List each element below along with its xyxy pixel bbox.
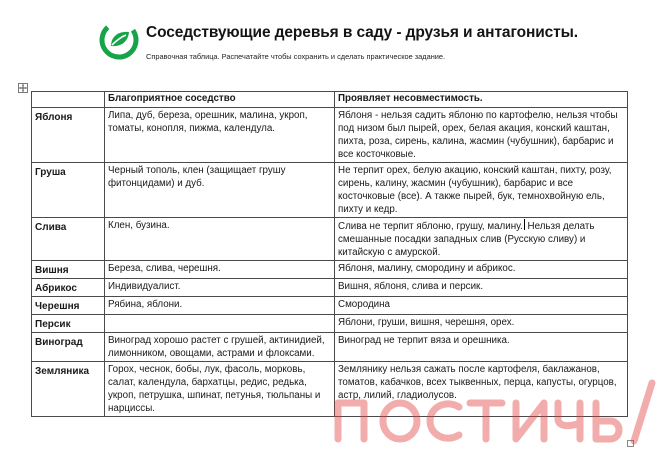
compatibility-table [31,91,628,417]
incompatible-cell: Виноград не терпит вяза и орешника. [335,333,628,362]
incompatible-text-part2: Нельзя делать смешанные посадки западных слив (Русскую сливу) и китайскую с амурской. [338,221,595,258]
table-row [32,362,628,417]
site-logo [99,20,139,60]
table-row [32,279,628,297]
tree-name: Земляника [32,362,105,417]
page-title: Соседствующие деревья в саду - друзья и антагонисты. [146,24,579,41]
tree-name: Вишня [32,261,105,279]
good-neighbors-cell: Липа, дуб, береза, орешник, малина, укроп, томаты, конопля, пижма, календула. [105,108,335,163]
good-neighbors-cell: Рябина, яблони. [105,297,335,315]
tree-name: Персик [32,315,105,333]
incompatible-cell: Яблони, груши, вишня, черешня, орех. [335,315,628,333]
table-row [32,108,628,163]
good-neighbors-cell: Горох, чеснок, бобы, лук, фасоль, морковь, салат, календула, бархатцы, редис, редька, укроп, петрушка, шпинат, петунья, тюльпаны и нарциссы. [105,362,335,417]
incompatible-cell[interactable] [335,218,628,261]
tree-name: Груша [32,163,105,218]
incompatible-cell: Смородина [335,297,628,315]
table-row [32,218,628,261]
good-neighbors-cell [105,315,335,333]
incompatible-cell: Не терпит орех, белую акацию, конский каштан, пихту, розу, сирень, калину, жасмин (чубушник), барбарис и все косточковые (все). А также пырей, бук, темнохвойную ель, пихту и кедр. [335,163,628,218]
incompatible-cell: Вишня, яблоня, слива и персик. [335,279,628,297]
table-resize-handle[interactable] [627,440,634,447]
tree-name: Слива [32,218,105,261]
table-row [32,333,628,362]
table-row [32,163,628,218]
good-neighbors-cell: Береза, слива, черешня. [105,261,335,279]
good-neighbors-cell: Черный тополь, клен (защищает грушу фитонцидами) и дуб. [105,163,335,218]
table-row [32,261,628,279]
table-move-handle[interactable] [18,83,28,93]
move-arrows-icon [19,84,27,92]
good-neighbors-cell: Индивидуалист. [105,279,335,297]
incompatible-cell: Яблоня - нельзя садить яблоню по картофелю, нельзя чтобы под низом был пырей, орех, белая акация, конский каштан, пихта, роза, сирень, калина, жасмин (чубушник), барбарис и все косточковые. [335,108,628,163]
good-neighbors-cell: Виноград хорошо растет с грушей, актинидией, лимонником, овощами, астрами и флоксами. [105,333,335,362]
table-row [32,297,628,315]
incompatible-cell: Землянику нельзя сажать после картофеля, баклажанов, томатов, кабачков, всех тыквенных, перца, капусты, огурцов, астр, лилий, гладиолусов. [335,362,628,417]
page-subtitle: Справочная таблица. Распечатайте чтобы сохранить и сделать практическое задание. [146,52,446,61]
table-header-row [32,92,628,108]
tree-name: Виноград [32,333,105,362]
good-neighbors-cell: Клен, бузина. [105,218,335,261]
table-row [32,315,628,333]
header-incompatibility: Проявляет несовместимость. [335,92,628,108]
tree-name: Абрикос [32,279,105,297]
incompatible-text-part1: Слива не терпит яблоню, грушу, малину. [338,221,523,232]
header-good-neighbors: Благоприятное соседство [105,92,335,108]
incompatible-cell: Яблоня, малину, смородину и абрикос. [335,261,628,279]
tree-name: Черешня [32,297,105,315]
tree-name: Яблоня [32,108,105,163]
header-tree [32,92,105,108]
